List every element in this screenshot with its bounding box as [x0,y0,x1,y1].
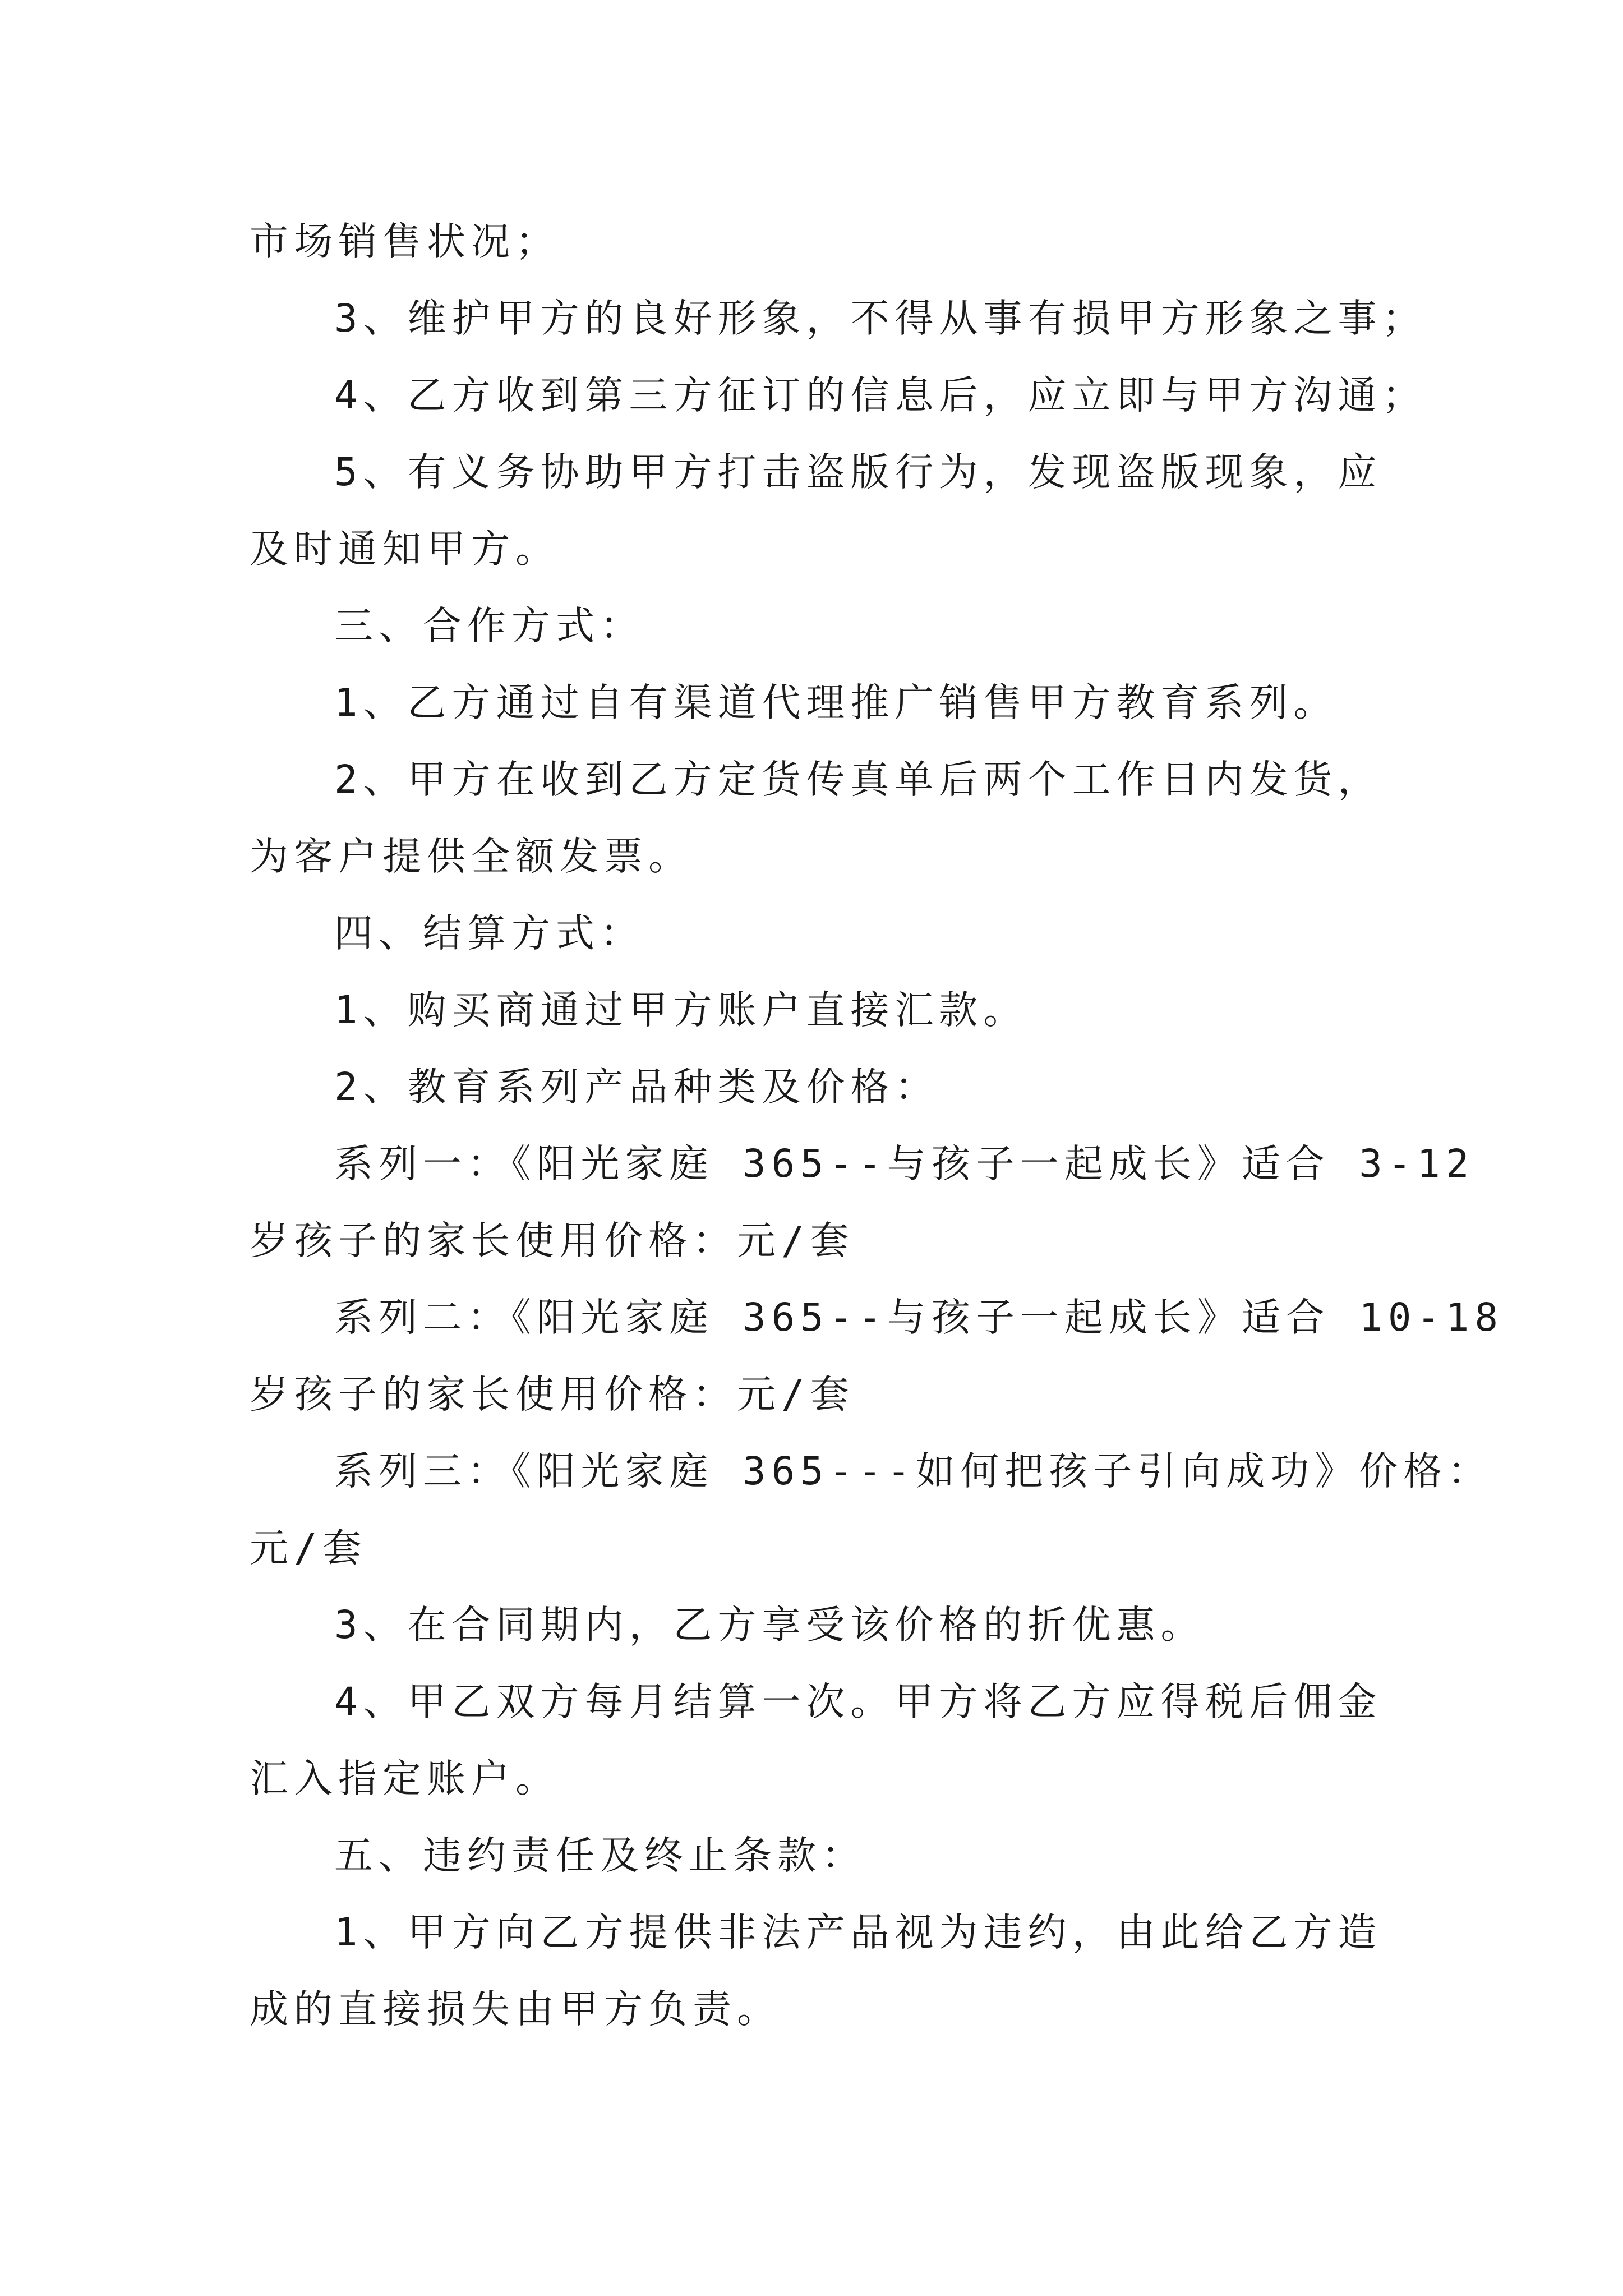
text-line: 成的直接损失由甲方负责。 [250,1987,781,2032]
text-line: 汇入指定账户。 [250,1756,560,1801]
text-line: 1、乙方通过自有渠道代理推广销售甲方教育系列。 [334,680,1338,725]
text-line: 及时通知甲方。 [250,527,560,572]
text-line: 岁孩子的家长使用价格：元/套 [250,1372,855,1417]
text-line: 3、维护甲方的良好形象，不得从事有损甲方形象之事； [334,296,1427,341]
text-line: 3、在合同期内，乙方享受该价格的折优惠。 [334,1603,1205,1648]
text-line: 1、购买商通过甲方账户直接汇款。 [334,988,1028,1033]
text-line: 2、教育系列产品种类及价格： [334,1065,939,1110]
text-line: 市场销售状况； [250,219,560,264]
section-heading: 四、结算方式： [334,911,644,956]
text-line: 岁孩子的家长使用价格：元/套 [250,1218,855,1263]
text-line: 为客户提供全额发票。 [250,834,693,879]
section-heading: 五、违约责任及终止条款： [334,1833,866,1878]
text-line: 5、有义务协助甲方打击盗版行为，发现盗版现象，应 [334,450,1382,495]
section-heading: 三、合作方式： [334,604,644,648]
text-line: 系列三：《阳光家庭 365---如何把孩子引向成功》价格： [334,1449,1492,1494]
text-line: 元/套 [250,1526,367,1571]
text-line: 2、甲方在收到乙方定货传真单后两个工作日内发货， [334,757,1382,802]
text-line: 4、甲乙双方每月结算一次。甲方将乙方应得税后佣金 [334,1680,1382,1724]
text-line: 4、乙方收到第三方征订的信息后，应立即与甲方沟通； [334,373,1427,418]
text-line: 系列一：《阳光家庭 365--与孩子一起成长》适合 3-12 [334,1142,1475,1186]
text-line: 1、甲方向乙方提供非法产品视为违约，由此给乙方造 [334,1910,1382,1955]
text-line: 系列二：《阳光家庭 365--与孩子一起成长》适合 10-18 [334,1295,1504,1340]
